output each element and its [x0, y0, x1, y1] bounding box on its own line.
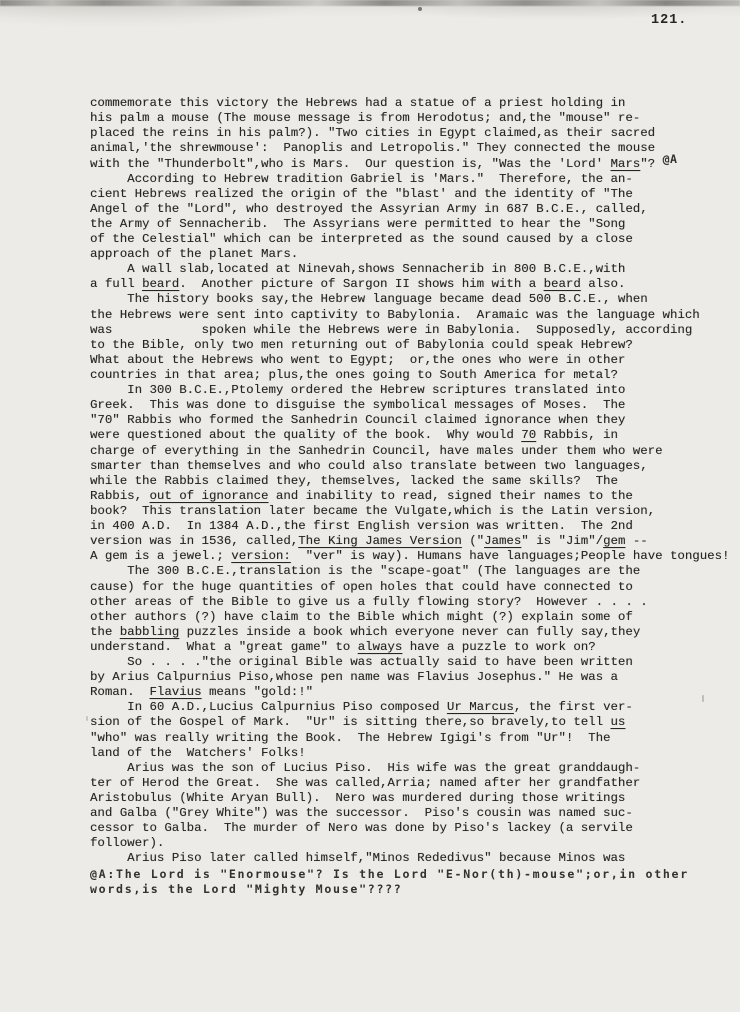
text-segment: while the Rabbis claimed they, themselves, lacked the same skills? The	[90, 473, 618, 488]
text-line	[90, 549, 740, 564]
text-segment: in 400 A.D. In 1384 A.D.,the first English version was written. The 2nd	[90, 519, 633, 534]
text-segment: understand. What a "great game" to	[90, 639, 358, 654]
text-line	[90, 368, 740, 383]
scan-speck	[418, 7, 422, 11]
text-line	[90, 247, 740, 262]
text-line	[90, 776, 740, 791]
text-line	[90, 152, 740, 172]
underlined-text: always	[357, 639, 403, 654]
text-line	[90, 715, 740, 730]
annotation-marker: @A	[662, 152, 678, 167]
text-line	[90, 398, 740, 413]
text-segment: version was in 1536, called,	[90, 534, 299, 549]
text-segment: the Hebrews were sent into captivity to Babylonia. Aramaic was the language which	[90, 307, 700, 322]
text-segment: placed the reins in his palm?). "Two cities in Egypt claimed,as their sacred	[90, 126, 656, 141]
underlined-text: beard	[543, 277, 581, 292]
scan-edge-artifact	[0, 0, 740, 6]
text-line	[90, 323, 740, 338]
text-segment: have a puzzle to work on?	[402, 639, 596, 654]
text-line	[90, 595, 740, 610]
text-segment: and inability to read, signed their names to the	[268, 488, 633, 503]
underlined-text: Flavius	[149, 685, 202, 700]
text-segment: his palm a mouse (The mouse message is from Herodotus; and,the "mouse" re-	[90, 111, 641, 126]
text-line	[90, 670, 740, 685]
text-line	[90, 217, 740, 232]
text-segment: In 60 A.D.,Lucius Calpurnius Piso composed	[90, 700, 447, 715]
text-segment: ter of Herod the Great. She was called,Arria; named after her grandfather	[90, 775, 641, 790]
text-segment: A wall slab,located at Ninevah,shows Sennacherib in 800 B.C.E.,with	[90, 262, 626, 277]
text-line	[90, 655, 740, 670]
text-line	[90, 791, 740, 806]
text-line	[90, 806, 740, 821]
text-line	[90, 761, 740, 776]
text-line	[90, 882, 740, 897]
text-line	[90, 534, 740, 549]
text-line	[90, 141, 740, 156]
text-segment: charge of everything in the Sanhedrin Council, have males under them who were	[90, 443, 663, 458]
text-line	[90, 851, 740, 866]
underlined-text: Ur Marcus	[446, 700, 514, 715]
text-segment: land of the Watchers' Folks!	[90, 745, 306, 760]
text-segment: The 300 B.C.E.,translation is the "scape-goat" (The languages are the	[90, 564, 641, 579]
text-line	[90, 413, 740, 428]
text-segment: "who" was really writing the Book. The Hebrew Igigi's from "Ur"! The	[90, 730, 611, 745]
page-number: 121.	[651, 13, 688, 28]
text-segment: other authors (?) have claim to the Bible which might (?) explain some of	[90, 609, 633, 624]
text-line	[90, 308, 740, 323]
text-segment: What about the Hebrews who went to Egypt; or,the ones who were in other	[90, 352, 626, 367]
text-line	[90, 126, 740, 141]
text-line	[90, 821, 740, 836]
text-segment: "ver" is way). Humans have languages;People have tongues!	[290, 549, 730, 564]
text-segment: follower).	[90, 836, 165, 851]
text-segment: book? This translation later became the Vulgate,which is the Latin version,	[90, 503, 656, 518]
text-line	[90, 564, 740, 579]
text-segment: Arius was the son of Lucius Piso. His wife was the great granddaugh-	[90, 760, 641, 775]
underlined-text: James	[484, 534, 522, 549]
text-line	[90, 731, 740, 746]
text-segment: animal,'the shrewmouse': Panoplis and Letropolis." They connected the mouse	[90, 141, 656, 156]
text-segment: . Another picture of Sargon II shows him with a	[179, 277, 544, 292]
text-line	[90, 504, 740, 519]
text-segment: " is "Jim"/	[521, 534, 604, 549]
text-segment: So . . . ."the original Bible was actually said to have been written	[90, 655, 633, 670]
text-segment: of the Celestial" which can be interpreted as the sound caused by a close	[90, 231, 633, 246]
text-segment: --	[625, 534, 648, 549]
text-line	[90, 444, 740, 459]
underlined-text: version:	[231, 549, 291, 564]
text-segment: Rabbis,	[90, 488, 150, 503]
text-line	[90, 232, 740, 247]
underlined-text: out of ignorance	[149, 488, 269, 503]
text-segment: approach of the planet Mars.	[90, 247, 299, 262]
text-segment: Arius Piso later called himself,"Minos Rededivus" because Minos was	[90, 851, 626, 866]
text-line	[90, 700, 740, 715]
scan-speck	[86, 716, 88, 721]
text-line	[90, 338, 740, 353]
text-segment: also.	[580, 277, 626, 292]
text-line	[90, 172, 740, 187]
document-text	[90, 96, 740, 897]
text-segment: countries in that area; plus,the ones going to South America for metal?	[90, 367, 618, 382]
text-segment: the	[90, 624, 120, 639]
text-line	[90, 836, 740, 851]
text-line	[90, 428, 740, 443]
text-segment: Greek. This was done to disguise the symbolical messages of Moses. The	[90, 398, 626, 413]
text-line	[90, 383, 740, 398]
text-segment: with the "Thunderbolt",who is Mars. Our question is, "Was the 'Lord'	[90, 157, 611, 172]
text-segment: sion of the Gospel of Mark. "Ur" is sitting there,so bravely,to tell	[90, 715, 611, 730]
annotation-text: @A:The Lord is "Enormouse"? Is the Lord "E-Nor(th)-mouse";or,in other	[90, 866, 689, 881]
text-segment: According to Hebrew tradition Gabriel is 'Mars." Therefore, the an-	[90, 171, 633, 186]
text-segment: were questioned about the quality of the book. Why would	[90, 428, 522, 443]
text-line	[90, 640, 740, 655]
text-line	[90, 353, 740, 368]
text-segment: to the Bible, only two men returning out of Babylonia could speak Hebrew?	[90, 337, 633, 352]
underlined-text: Mars	[610, 157, 641, 172]
underlined-text: gem	[603, 534, 626, 549]
text-segment: ("	[461, 534, 485, 549]
underlined-text: babbling	[119, 624, 180, 639]
text-segment: , the first ver-	[513, 700, 633, 715]
annotation-text: words,is the Lord "Mighty Mouse"????	[90, 881, 403, 896]
text-segment: means "gold:!"	[201, 685, 314, 700]
text-segment: was spoken while the Hebrews were in Babylonia. Supposedly, according	[90, 322, 693, 337]
text-segment: and Galba ("Grey White") was the successor. Piso's cousin was named suc-	[90, 806, 633, 821]
underlined-text: beard	[142, 277, 180, 292]
text-segment: by Arius Calpurnius Piso,whose pen name was Flavius Josephus." He was a	[90, 670, 618, 685]
text-line	[90, 580, 740, 595]
text-segment: "?	[640, 157, 663, 172]
text-segment: Angel of the "Lord", who destroyed the Assyrian Army in 687 B.C.E., called,	[90, 201, 648, 216]
underlined-text: 70	[521, 428, 537, 443]
text-segment: cessor to Galba. The murder of Nero was done by Piso's lackey (a servile	[90, 821, 633, 836]
text-segment: the Army of Sennacherib. The Assyrians were permitted to hear the "Song	[90, 216, 626, 231]
text-segment: Aristobulus (White Aryan Bull). Nero was murdered during those writings	[90, 791, 626, 806]
text-segment: a full	[90, 277, 143, 292]
text-segment: puzzles inside a book which everyone never can fully say,they	[179, 624, 641, 639]
text-line	[90, 459, 740, 474]
text-line	[90, 111, 740, 126]
text-line	[90, 262, 740, 277]
text-line	[90, 489, 740, 504]
underlined-text: us	[610, 715, 626, 730]
text-segment: The history books say,the Hebrew language became dead 500 B.C.E., when	[90, 292, 648, 307]
text-segment: Rabbis, in	[536, 428, 618, 443]
underlined-text: The King James Version	[298, 534, 462, 549]
text-segment: A gem is a jewel.;	[90, 549, 232, 564]
text-segment: other areas of the Bible to give us a fully flowing story? However . . . .	[90, 594, 648, 609]
text-segment: commemorate this victory the Hebrews had a statue of a priest holding in	[90, 96, 626, 110]
text-line	[90, 474, 740, 489]
text-segment: smarter than themselves and who could also translate between two languages,	[90, 458, 648, 473]
text-line	[90, 610, 740, 625]
text-line	[90, 202, 740, 217]
text-line	[90, 277, 740, 292]
text-line	[90, 187, 740, 202]
text-line	[90, 519, 740, 534]
text-segment: In 300 B.C.E.,Ptolemy ordered the Hebrew scriptures translated into	[90, 383, 626, 398]
text-line	[90, 625, 740, 640]
text-segment: cient Hebrews realized the origin of the "blast' and the identity of "The	[90, 186, 633, 201]
text-line	[90, 685, 740, 700]
text-line	[90, 292, 740, 307]
text-line	[90, 96, 740, 111]
text-segment: cause) for the huge quantities of open holes that could have connected to	[90, 579, 633, 594]
text-line	[90, 746, 740, 761]
text-segment: Roman.	[90, 685, 150, 700]
text-segment: "70" Rabbis who formed the Sanhedrin Council claimed ignorance when they	[90, 413, 626, 428]
text-line	[90, 867, 740, 882]
